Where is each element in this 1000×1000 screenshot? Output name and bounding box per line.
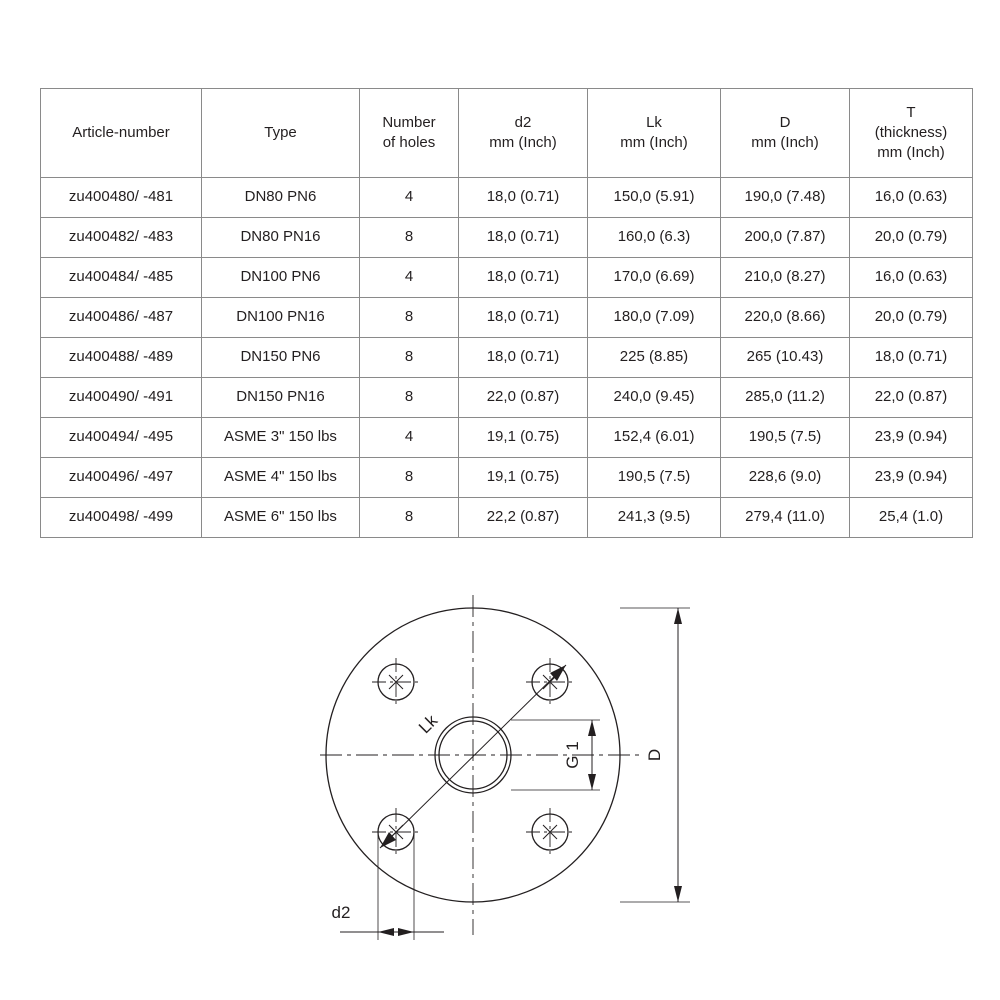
cell-type: DN150 PN16 xyxy=(202,378,360,418)
cell-article-number: zu400488/ -489 xyxy=(41,338,202,378)
cell-d2: 18,0 (0.71) xyxy=(459,178,588,218)
header-line: mm (Inch) xyxy=(620,134,688,151)
cell-type: ASME 4" 150 lbs xyxy=(202,458,360,498)
column-header-lk xyxy=(588,89,721,178)
cell-d: 200,0 (7.87) xyxy=(721,218,850,258)
cell-number-of-holes: 8 xyxy=(360,498,459,538)
table-row xyxy=(41,338,973,378)
cell-number-of-holes: 4 xyxy=(360,258,459,298)
cell-d: 228,6 (9.0) xyxy=(721,458,850,498)
d2-dimension xyxy=(340,832,444,940)
cell-d2: 18,0 (0.71) xyxy=(459,338,588,378)
g1-label: G 1 xyxy=(563,741,582,769)
flange-drawing-svg xyxy=(0,560,1000,1000)
cell-article-number: zu400482/ -483 xyxy=(41,218,202,258)
cell-type: DN80 PN16 xyxy=(202,218,360,258)
header-line: Type xyxy=(264,123,297,141)
column-header-thickness xyxy=(850,89,973,178)
header-line: Lk xyxy=(646,113,662,131)
header-line: d2 xyxy=(514,113,532,131)
header-line: Number xyxy=(382,113,436,131)
cell-number-of-holes: 8 xyxy=(360,338,459,378)
cell-d: 210,0 (8.27) xyxy=(721,258,850,298)
cell-d2: 19,1 (0.75) xyxy=(459,458,588,498)
cell-thickness: 20,0 (0.79) xyxy=(850,218,973,258)
cell-article-number: zu400490/ -491 xyxy=(41,378,202,418)
cell-thickness: 18,0 (0.71) xyxy=(850,338,973,378)
cell-thickness: 16,0 (0.63) xyxy=(850,258,973,298)
cell-lk: 170,0 (6.69) xyxy=(588,258,721,298)
header-line: (thickness) xyxy=(874,123,948,141)
table-row xyxy=(41,218,973,258)
column-header-d xyxy=(721,89,850,178)
cell-number-of-holes: 4 xyxy=(360,178,459,218)
cell-lk: 160,0 (6.3) xyxy=(588,218,721,258)
cell-number-of-holes: 8 xyxy=(360,298,459,338)
cell-type: ASME 6" 150 lbs xyxy=(202,498,360,538)
flange-technical-drawing xyxy=(0,560,1000,1000)
cell-lk: 150,0 (5.91) xyxy=(588,178,721,218)
cell-article-number: zu400494/ -495 xyxy=(41,418,202,458)
cell-type: DN100 PN16 xyxy=(202,298,360,338)
cell-thickness: 25,4 (1.0) xyxy=(850,498,973,538)
cell-d: 190,0 (7.48) xyxy=(721,178,850,218)
cell-article-number: zu400484/ -485 xyxy=(41,258,202,298)
cell-d2: 22,0 (0.87) xyxy=(459,378,588,418)
flange-spec-table xyxy=(40,88,973,538)
table-body xyxy=(41,178,973,538)
header-line: mm (Inch) xyxy=(877,144,945,162)
cell-lk: 190,5 (7.5) xyxy=(588,458,721,498)
cell-d: 285,0 (11.2) xyxy=(721,378,850,418)
column-header-type xyxy=(202,89,360,178)
cell-d2: 22,2 (0.87) xyxy=(459,498,588,538)
cell-thickness: 22,0 (0.87) xyxy=(850,378,973,418)
d-label: D xyxy=(645,748,664,762)
cell-lk: 180,0 (7.09) xyxy=(588,298,721,338)
cell-number-of-holes: 8 xyxy=(360,458,459,498)
cell-thickness: 23,9 (0.94) xyxy=(850,458,973,498)
cell-d2: 18,0 (0.71) xyxy=(459,298,588,338)
header-line: T xyxy=(906,103,916,121)
header-line: D xyxy=(779,113,791,131)
column-header-d2 xyxy=(459,89,588,178)
cell-article-number: zu400496/ -497 xyxy=(41,458,202,498)
cell-type: DN150 PN6 xyxy=(202,338,360,378)
cell-d: 279,4 (11.0) xyxy=(721,498,850,538)
table-row xyxy=(41,178,973,218)
cell-number-of-holes: 8 xyxy=(360,218,459,258)
table-row xyxy=(41,298,973,338)
table-row xyxy=(41,378,973,418)
cell-thickness: 20,0 (0.79) xyxy=(850,298,973,338)
cell-lk: 240,0 (9.45) xyxy=(588,378,721,418)
d2-label: d2 xyxy=(331,903,351,922)
table-row xyxy=(41,418,973,458)
cell-number-of-holes: 8 xyxy=(360,378,459,418)
table-row xyxy=(41,458,973,498)
cell-article-number: zu400486/ -487 xyxy=(41,298,202,338)
cell-type: DN100 PN6 xyxy=(202,258,360,298)
cell-d2: 18,0 (0.71) xyxy=(459,218,588,258)
cell-article-number: zu400480/ -481 xyxy=(41,178,202,218)
column-header-article-number xyxy=(41,89,202,178)
flange-spec-table-container xyxy=(40,88,965,538)
table-header-row xyxy=(41,89,973,178)
cell-d: 190,5 (7.5) xyxy=(721,418,850,458)
table-row xyxy=(41,498,973,538)
cell-thickness: 23,9 (0.94) xyxy=(850,418,973,458)
cell-article-number: zu400498/ -499 xyxy=(41,498,202,538)
cell-thickness: 16,0 (0.63) xyxy=(850,178,973,218)
table-header xyxy=(41,89,973,178)
lk-label: Lk xyxy=(415,711,442,738)
header-line: mm (Inch) xyxy=(489,134,557,151)
cell-lk: 225 (8.85) xyxy=(588,338,721,378)
cell-lk: 241,3 (9.5) xyxy=(588,498,721,538)
cell-type: DN80 PN6 xyxy=(202,178,360,218)
header-line: of holes xyxy=(382,134,436,151)
cell-number-of-holes: 4 xyxy=(360,418,459,458)
cell-type: ASME 3" 150 lbs xyxy=(202,418,360,458)
table-row xyxy=(41,258,973,298)
header-line: Article-number xyxy=(72,123,170,141)
cell-d: 265 (10.43) xyxy=(721,338,850,378)
cell-d2: 19,1 (0.75) xyxy=(459,418,588,458)
header-line: mm (Inch) xyxy=(751,134,819,151)
cell-d2: 18,0 (0.71) xyxy=(459,258,588,298)
cell-lk: 152,4 (6.01) xyxy=(588,418,721,458)
column-header-number-of-holes xyxy=(360,89,459,178)
cell-d: 220,0 (8.66) xyxy=(721,298,850,338)
